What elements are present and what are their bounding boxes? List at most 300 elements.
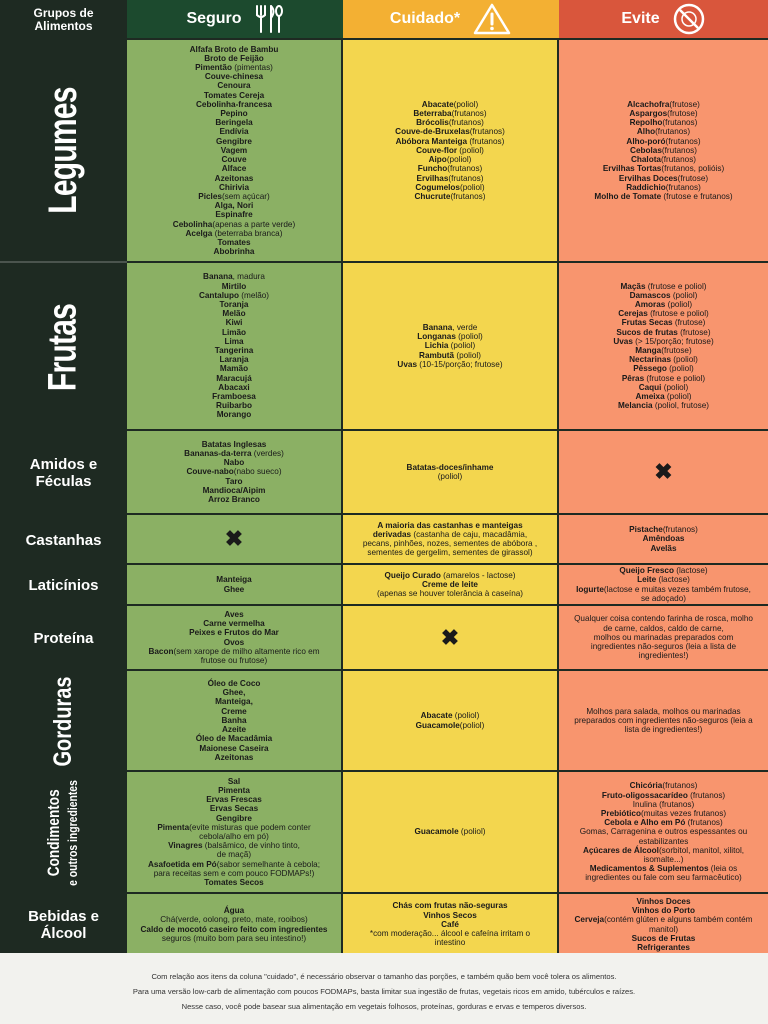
food-note: (frutose) [672, 318, 706, 328]
food-note: (frutanos) [661, 145, 697, 155]
food-note: (frutose) [669, 99, 700, 109]
food-item [203, 272, 265, 281]
food-name: Alcachofra [627, 99, 670, 109]
evite-cell-castanhas [559, 515, 768, 565]
food-note: (frutose e poliol) [645, 281, 707, 291]
food-item [586, 707, 740, 716]
food-name: Ruibarbo [216, 401, 252, 411]
food-item [630, 291, 698, 300]
food-name: derivadas [372, 529, 412, 539]
food-note: intestino [434, 938, 466, 948]
food-note: de carne, caldos, caldo de carne, [603, 623, 724, 633]
seguro-cell-castanhas [127, 515, 343, 565]
food-name: Longanas [417, 332, 456, 342]
food-note: (verdes) [251, 448, 284, 458]
food-item [377, 521, 522, 530]
food-name: Fruto-oligossacarídeo [601, 790, 688, 800]
seguro-cell-gorduras [127, 671, 343, 772]
food-name: Alho [636, 127, 656, 137]
food-item [223, 688, 246, 697]
food-note: (lactose) [656, 575, 690, 585]
food-name: Molho de Tomate [594, 191, 662, 201]
food-item [418, 164, 483, 173]
food-item [199, 832, 269, 841]
food-note: cebola/alho em pó) [199, 832, 269, 841]
header-corner-label: Grupos de Alimentos [33, 6, 94, 33]
food-item [413, 109, 486, 118]
food-item [580, 827, 747, 836]
food-item [438, 472, 463, 481]
food-item [219, 127, 248, 136]
food-name: Mandioca/Aipim [202, 485, 266, 495]
food-item [441, 920, 459, 929]
food-name: Couve-nabo [186, 467, 234, 477]
food-item [204, 54, 264, 63]
food-name: Toranja [219, 299, 249, 309]
food-name: Prebiótico [600, 808, 641, 818]
food-name: Mirtilo [221, 281, 247, 291]
food-name: Pimenta [157, 822, 190, 832]
food-item [203, 619, 264, 628]
food-note: (frutanos) [655, 127, 691, 137]
food-name: Endívia [219, 127, 249, 137]
food-note: (poliol) [666, 364, 694, 374]
food-note: (frutanos) [665, 136, 701, 146]
food-name: Chicória [629, 781, 663, 791]
food-note: (castanha de caju, macadâmia, [411, 529, 528, 539]
food-note: (frutanos) [451, 109, 487, 119]
food-note: (frutose e poliol) [647, 309, 709, 319]
food-note: (frutanos) [448, 118, 484, 128]
food-name: Cerejas [618, 309, 648, 319]
food-note: (lactose e muitas vezes também frutose, [603, 584, 751, 594]
food-note: (poliol, frutose) [652, 401, 710, 411]
food-note: *com moderação... álcool e cafeína irritam o [369, 929, 531, 939]
food-item [186, 229, 283, 238]
food-item [604, 818, 722, 827]
food-note: pecans, pinhões, nozes, sementes de abóbora , [362, 539, 538, 548]
category-label: Frutas [41, 303, 85, 391]
food-item [635, 300, 692, 309]
food-item [633, 364, 694, 373]
food-item [631, 155, 696, 164]
food-item [212, 392, 256, 401]
food-item [425, 341, 476, 350]
food-name: Melancia [617, 401, 653, 411]
food-name: Abobrinha [213, 247, 255, 257]
food-note: (frutose) [661, 346, 692, 355]
food-name: Batatas-doces/inhame [406, 462, 494, 472]
food-note: (frutose e poliol) [644, 373, 706, 383]
food-item [199, 744, 268, 753]
food-item [632, 934, 696, 943]
food-item [629, 355, 698, 364]
food-item [422, 580, 478, 589]
food-item [616, 328, 710, 337]
seguro-cell-condimentos [127, 772, 343, 894]
food-item [370, 929, 530, 938]
food-item [637, 575, 690, 584]
food-name: Aves [224, 609, 244, 619]
food-name: Tomates Secos [204, 878, 264, 888]
category-proteina [0, 606, 127, 671]
food-note: (melão) [239, 290, 270, 300]
food-name: Pistache [629, 525, 663, 535]
food-name: Nectarinas [629, 355, 671, 365]
food-name: Aipo [428, 155, 447, 165]
food-name: Picles [198, 191, 222, 201]
food-note: , verde [452, 322, 478, 332]
food-name: Cantalupo [198, 290, 239, 300]
food-note: (frutanos) [469, 127, 505, 137]
evite-cell-laticinios [559, 565, 768, 606]
food-item [643, 855, 683, 864]
category-bebidas [0, 894, 127, 955]
food-item [417, 332, 483, 341]
food-name: Guacamole [414, 827, 459, 837]
food-name: Broto de Feijão [204, 53, 264, 63]
food-item [219, 355, 248, 364]
food-item [189, 628, 279, 637]
food-item [635, 346, 691, 355]
food-name: Manteiga, [215, 697, 253, 707]
food-name: Óleo de Macadâmia [195, 734, 273, 744]
food-name: Refrigerantes [637, 942, 690, 952]
food-note: sementes de gergelim, sementes de girassol) [367, 548, 533, 558]
food-note: (frutanos) [450, 191, 486, 201]
food-note: molhos ou marinadas preparados com [593, 632, 734, 642]
food-name: Ghee [223, 584, 245, 594]
food-item [157, 823, 310, 832]
food-name: Nabo [223, 458, 245, 468]
food-item [196, 100, 272, 109]
food-item [575, 915, 753, 924]
food-item [224, 610, 243, 619]
food-item [629, 109, 697, 118]
food-item [222, 725, 246, 734]
food-name: Água [223, 906, 245, 916]
seguro-cell-frutas [127, 263, 343, 431]
food-item [217, 81, 250, 90]
food-note: (sem açúcar) [221, 191, 270, 201]
food-name: Ervas Frescas [206, 795, 262, 805]
category-label: Castanhas [25, 531, 102, 549]
food-item [190, 45, 279, 54]
food-item [217, 850, 251, 859]
food-note: (sem xarope de milho altamente rico em [173, 646, 320, 656]
seguro-cell-bebidas [127, 894, 343, 955]
food-name: Arroz Branco [208, 495, 260, 504]
food-name: Sucos de frutas [616, 327, 678, 337]
food-note: (10-15/porção; frutose) [417, 359, 503, 369]
food-name: Aspargos [629, 109, 668, 119]
food-item [415, 192, 486, 201]
food-item [630, 118, 698, 127]
food-name: Cebola e Alho em Pó [604, 818, 686, 828]
food-note: (frutanos) [448, 173, 484, 183]
food-note: (frutanos) [687, 790, 726, 800]
food-item [630, 781, 698, 790]
food-item [210, 804, 258, 813]
food-note: (frutanos, polióis) [661, 164, 725, 174]
food-name: Tomates [217, 237, 251, 247]
food-name: Chucrute [414, 191, 451, 201]
food-name: Beterraba [413, 109, 452, 119]
food-name: Abacaxi [218, 382, 250, 392]
food-item [416, 721, 485, 730]
food-item [221, 707, 247, 716]
food-name: Mamão [219, 364, 249, 374]
food-item [367, 548, 532, 557]
food-name: Amêndoas [642, 534, 685, 544]
food-name: Cebolinha [172, 219, 213, 229]
food-note: (poliol) [446, 155, 472, 165]
food-item [629, 525, 698, 534]
food-item [583, 846, 744, 855]
food-name: Couve-de-Bruxelas [395, 127, 470, 137]
food-name: Acelga [185, 228, 213, 238]
food-item [224, 458, 244, 467]
header-cuidado-label: Cuidado* [389, 10, 461, 27]
food-note: (poliol) [453, 99, 479, 109]
food-item [419, 351, 481, 360]
header-cuidado [343, 0, 559, 40]
food-note: (sorbitol, manitol, xilitol, [658, 845, 745, 855]
food-name: Laranja [219, 355, 249, 365]
food-name: Bacon [148, 646, 174, 656]
food-item [619, 174, 708, 183]
food-note: (poliol) [665, 299, 693, 309]
food-item [396, 137, 505, 146]
food-note: (apenas se houver tolerância à caseína) [376, 589, 524, 599]
category-label: Proteína [33, 630, 94, 647]
evite-cell-condimentos [559, 772, 768, 894]
cuidado-cell-proteina [343, 606, 559, 671]
food-name: Queijo Curado [384, 570, 441, 580]
food-item [639, 383, 689, 392]
food-note: (amarelos - lactose) [440, 570, 516, 580]
food-note: para receitas sem e com pouco FODMAPs!) [153, 868, 315, 878]
food-note: (poliol) [670, 290, 698, 300]
food-name: Couve [221, 155, 247, 165]
food-name: Ervas Secas [209, 804, 259, 814]
food-note: Chá(verde, oolong, preto, mate, rooibos) [160, 915, 308, 925]
food-note: Qualquer coisa contendo farinha de rosca, molho [574, 614, 753, 624]
food-name: Avelãs [650, 543, 677, 553]
food-item [637, 897, 691, 906]
food-item [630, 146, 697, 155]
food-item [205, 72, 263, 81]
food-item [415, 183, 484, 192]
food-item [590, 864, 737, 873]
food-name: Café [441, 919, 459, 929]
food-name: Banana [422, 322, 453, 332]
food-item [224, 337, 243, 346]
food-name: Pimenta [218, 785, 250, 795]
food-name: Tangerina [214, 346, 254, 355]
food-note: (contém glúten e alguns também contém [604, 915, 753, 925]
food-item [226, 318, 243, 327]
food-note: (nabo sueco) [233, 467, 282, 477]
food-note: estabilizantes [638, 836, 689, 846]
food-name: Manteiga [216, 575, 252, 585]
food-item [218, 786, 250, 795]
food-item [184, 449, 284, 458]
food-note: (beterraba branca) [212, 228, 283, 238]
food-note: (poliol) [459, 720, 485, 730]
category-gorduras [0, 671, 127, 772]
food-item [397, 360, 502, 369]
food-note: (frutanos) [685, 818, 723, 828]
food-name: Alface [221, 164, 247, 174]
food-name: Gengibre [216, 813, 252, 823]
food-item [626, 183, 701, 192]
food-note: (sabor semelhante à cebola; [216, 859, 321, 869]
food-name: Repolho [629, 118, 663, 128]
food-note: isomalte...) [643, 855, 684, 864]
food-name: Brócolis [416, 118, 449, 128]
header-seguro [127, 0, 343, 40]
food-item [221, 716, 246, 725]
food-note: frutose ou frutose) [200, 655, 268, 665]
food-note: (poliol) [437, 472, 463, 481]
food-item [225, 477, 242, 486]
food-item [415, 827, 486, 836]
food-note: Molhos para salada, molhos ou marinadas [586, 706, 741, 716]
food-item [215, 118, 252, 127]
food-note: (frutanos) [662, 525, 698, 535]
food-item [217, 410, 252, 419]
food-name: Abóbora Manteiga [395, 136, 468, 146]
food-name: Pepino [220, 109, 248, 119]
food-item [215, 346, 254, 355]
food-name: Batatas Inglesas [201, 439, 267, 449]
food-item [216, 137, 252, 146]
food-name: Limão [221, 327, 247, 337]
food-name: Vinhos Doces [636, 896, 691, 906]
food-item [208, 495, 260, 504]
food-name: Óleo de Coco [207, 679, 261, 689]
food-name: Cebolinha-francesa [196, 99, 272, 109]
evite-cell-legumes [559, 40, 768, 263]
food-item [168, 841, 300, 850]
food-name: Ameixa [635, 392, 665, 402]
food-item [148, 647, 319, 656]
food-item [641, 594, 686, 603]
food-name: Gengibre [216, 136, 252, 146]
food-item [603, 624, 724, 633]
food-item [220, 109, 247, 118]
prohibited-icon [672, 2, 706, 36]
category-label: Amidos e Féculas [29, 456, 98, 490]
food-item [429, 155, 472, 164]
food-name: Lichia [424, 341, 449, 351]
food-name: Banha [221, 715, 247, 725]
food-note: (frutanos) [467, 136, 505, 146]
category-label: Condimentos [44, 789, 64, 877]
food-item [392, 901, 507, 910]
food-note: (pimentas) [231, 63, 273, 73]
food-item [216, 575, 252, 584]
food-note: (lactose) [673, 566, 708, 576]
food-note: preparados com ingredientes não-seguros (leia a [574, 715, 753, 725]
food-note: (poliol) [452, 711, 480, 721]
footer-notes [0, 953, 768, 1024]
food-note: (> 15/porção; frutose) [632, 336, 714, 346]
food-item [591, 642, 736, 651]
food-name: Vinhos do Porto [631, 906, 696, 916]
food-note: (apenas a parte verde) [212, 219, 296, 229]
food-item [435, 938, 466, 947]
food-item [639, 837, 689, 846]
food-item [423, 911, 477, 920]
food-item [224, 585, 244, 594]
category-sublabel: e outros ingredientes [65, 780, 81, 886]
category-frutas [0, 263, 127, 431]
category-label: Bebidas e Álcool [28, 907, 99, 942]
food-item [594, 192, 732, 201]
food-item [637, 127, 690, 136]
food-item [423, 323, 478, 332]
food-item [221, 155, 246, 164]
food-name: Maionese Caseira [199, 743, 269, 753]
food-item [215, 174, 254, 183]
food-item [618, 309, 709, 318]
food-name: Maçãs [620, 281, 646, 291]
evite-cell-gorduras [559, 671, 768, 772]
food-note: , madura [232, 272, 265, 282]
food-name: Ovos [223, 637, 245, 647]
cuidado-cell-castanhas [343, 515, 559, 565]
food-item [639, 651, 689, 660]
food-note: ingredientes ou fale com seu farmacêutico) [585, 873, 742, 883]
food-name: Abacate [420, 711, 453, 721]
food-item [216, 814, 252, 823]
food-item [215, 210, 252, 219]
food-name: Ervilhas Doces [618, 173, 678, 183]
food-item [196, 734, 272, 743]
food-name: Couve-chinesa [204, 72, 264, 82]
food-name: Medicamentos & Suplementos [589, 864, 709, 874]
food-item [574, 614, 753, 623]
food-item [373, 530, 527, 539]
food-name: Vinagres [168, 841, 203, 851]
food-name: Abacate [421, 99, 454, 109]
food-item [363, 539, 537, 548]
food-note: (frutanos) [662, 781, 698, 791]
food-item [154, 869, 315, 878]
food-note: (balsâmico, de vinho tinto, [202, 841, 300, 851]
food-item [649, 925, 678, 934]
food-item [632, 906, 695, 915]
food-note: (frutanos) [660, 155, 697, 165]
food-name: Melão [222, 309, 246, 319]
food-note: (frutose e frutanos) [661, 191, 733, 201]
food-item [603, 164, 724, 173]
food-name: Funcho [417, 164, 448, 174]
food-name: Espinafre [215, 210, 253, 220]
food-name: Chalota [630, 155, 661, 165]
food-item [219, 183, 249, 192]
food-note: (poliol) [457, 145, 484, 155]
header-corner [0, 0, 127, 40]
food-name: Pêssego [633, 364, 667, 374]
food-item [220, 300, 249, 309]
food-note: (poliol) [458, 827, 486, 837]
food-item [222, 282, 247, 291]
food-name: Framboesa [212, 392, 256, 402]
food-item [173, 220, 295, 229]
